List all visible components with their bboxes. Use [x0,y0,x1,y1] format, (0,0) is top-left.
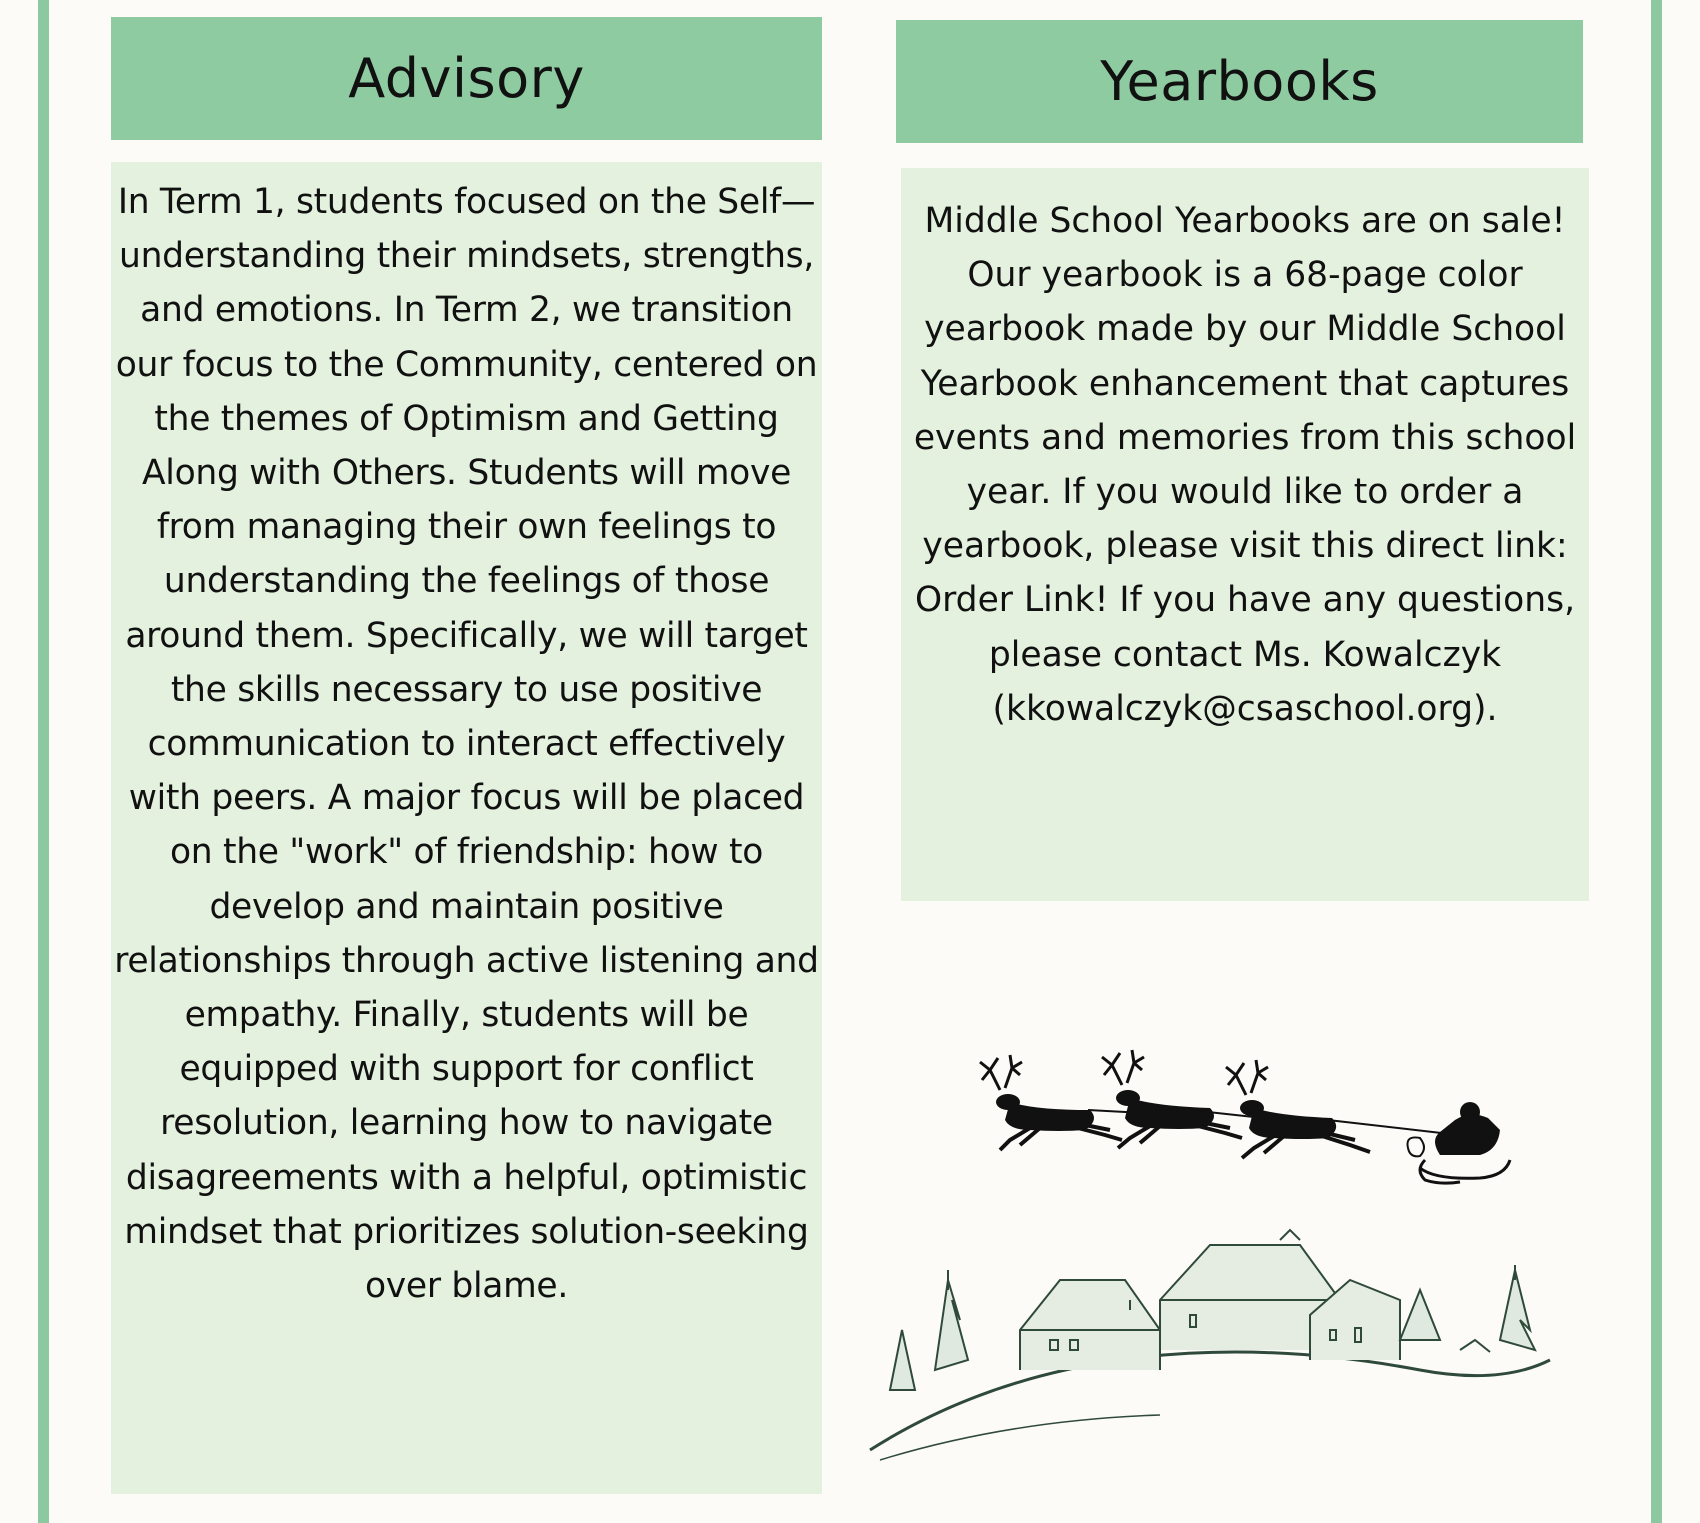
page-border-right [1651,0,1662,1523]
advisory-heading: Advisory [111,17,822,140]
advisory-body [111,162,822,1494]
reindeer-3 [1226,1060,1370,1158]
reindeer-1 [980,1055,1122,1150]
winter-village-icon [870,1230,1550,1460]
sleigh-icon [1408,1102,1511,1183]
yearbooks-heading: Yearbooks [896,20,1583,143]
santa-sleigh-reindeer-winter-village-icon [860,1040,1580,1470]
reindeer-and-sleigh-icon [980,1050,1510,1183]
reindeer-2 [1102,1050,1242,1148]
advisory-body-text: In Term 1, students focused on the Self—understanding their mindsets, strengths, and emotions. In Term 2, we transition our focus to the Community, centered on the themes of Optimism and Getting Along with Others. Students will move from managing their own feelings to understanding the feelings of those around them. Specifically, we will target the skills necessary to use positive communication to interact effectively with peers. A major focus will be placed on the "work" of friendship: how to develop and maintain positive relationships through active listening and empathy. Finally, students will be equipped with support for conflict resolution, learning how to navigate disagreements with a helpful, optimistic mindset that prioritizes solution-seeking over blame. [114,182,819,1307]
yearbooks-body-text: Middle School Yearbooks are on sale! Our yearbook is a 68-page color yearbook made by our Middle School Yearbook enhancement that captures events and memories from this school year. If you would like to order a yearbook, please visit this direct link: Order Link! If you have any questions, please contact Ms. Kowalczyk (kkowalczyk@csaschool.org). [913,201,1577,729]
page-border-left [38,0,49,1523]
yearbooks-body [901,168,1589,901]
